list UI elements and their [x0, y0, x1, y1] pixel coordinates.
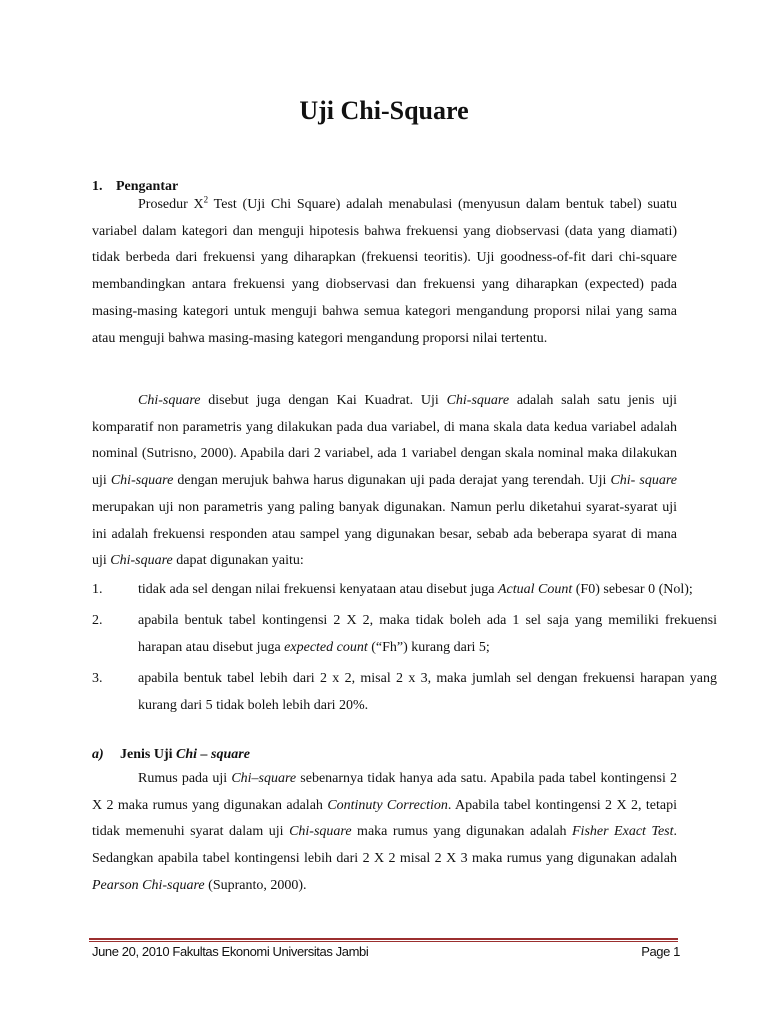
text-run: . Apabila tabel kontingensi 2 X 2, tetapi tidak memenuhi syarat dalam uji	[92, 797, 677, 840]
text-run: adalah salah satu jenis uji komparatif non parametris yang dilakukan pada dua variabel, di mana skala data kedua variabel adalah nominal (Sutrisno, 2000). Apabila dari 2 variabel, ada 1 variabel dengan skala nominal maka dilakukan uji	[92, 393, 677, 489]
italic-term: expected count	[284, 640, 368, 655]
italic-term: Pearson Chi-square	[92, 877, 205, 893]
section-title: Pengantar	[116, 179, 179, 194]
italic-term: Chi – square	[176, 747, 250, 762]
list-item	[92, 576, 717, 603]
italic-term: Chi-square	[110, 553, 173, 569]
list-number: 3.	[92, 671, 103, 686]
italic-term: Chi-square	[138, 393, 201, 408]
list-item	[92, 665, 717, 719]
page-footer	[92, 944, 680, 959]
section-number: 1.	[92, 179, 103, 194]
italic-term: Chi-square	[110, 473, 174, 489]
italic-term: Chi-square	[289, 824, 352, 840]
italic-term: Chi-square	[446, 393, 510, 408]
text-run: dengan merujuk bahwa harus digunakan uji pada derajat yang terendah. Uji	[173, 473, 611, 489]
subsection-letter: a)	[92, 747, 104, 762]
text-run: sebenarnya tidak hanya ada satu. Apabila pada tabel kontingensi 2 X 2 maka rumus yang digunakan adalah	[92, 771, 677, 813]
list-number: 2.	[92, 613, 103, 628]
italic-term: Chi- square	[610, 473, 677, 489]
superscript: 2	[203, 194, 209, 205]
footer-divider	[89, 938, 678, 940]
list-number: 1.	[92, 582, 103, 597]
text-run: . Sedangkan apabila tabel kontingensi lebih dari 2 X 2 misal 2 X 3 maka rumus yang digunakan adalah	[92, 824, 677, 867]
text-run: apabila bentuk tabel lebih dari 2 x 2, misal 2 x 3, maka jumlah sel dengan frekuensi harapan yang kurang dari 5 tidak boleh lebih dari 20%.	[138, 671, 717, 713]
subsection-heading	[92, 747, 250, 763]
page-title: Uji Chi-Square	[299, 96, 469, 125]
text-run: Jenis Uji	[120, 747, 176, 762]
text-run: Test (Uji Chi Square) adalah menabulasi (menyusun dalam bentuk tabel) suatu variabel dalam kategori dan menguji hipotesis bahwa frekuensi yang diobservasi (data yang diamati) tidak berbeda dari frekuensi yang diharapkan (frekuensi teoritis). Uji goodness-of-fit dari chi-square membandingkan antara frekuensi yang diobservasi dan frekuensi yang diharapkan (expected) pada masing-masing kategori untuk menguji bahwa semua kategori mengandung proporsi nilai yang sama atau menguji bahwa masing-masing kategori mengandung proporsi nilai tertentu.	[92, 197, 677, 346]
text-run: Prosedur X	[138, 197, 204, 212]
text-run: (“Fh”) kurang dari 5;	[367, 640, 490, 655]
paragraph-chi-square-definition	[92, 388, 677, 575]
requirements-list	[92, 576, 717, 723]
text-run: (F0) sebesar 0 (Nol);	[572, 582, 693, 597]
italic-term: Chi–square	[231, 771, 297, 786]
page-number: Page 1	[641, 944, 680, 959]
italic-term: Actual Count	[497, 582, 573, 597]
text-run: (Supranto, 2000).	[204, 877, 307, 893]
text-run: disebut juga dengan Kai Kuadrat. Uji	[200, 393, 447, 408]
paragraph-intro	[92, 192, 677, 352]
text-run: merupakan uji non parametris yang paling banyak digunakan. Namun perlu diketahui syarat-syarat uji ini adalah frekuensi responden atau sampel yang digunakan besar, sebab ada beberapa syarat di mana uji	[92, 499, 677, 569]
paragraph-chi-square-types	[92, 766, 677, 900]
footer-divider-thin	[89, 941, 678, 942]
text-run: dapat digunakan yaitu:	[172, 553, 304, 569]
italic-term: Fisher Exact Test	[572, 824, 674, 840]
text-run: apabila bentuk tabel kontingensi 2 X 2, maka tidak boleh ada 1 sel saja yang memiliki frekuensi harapan atau disebut juga	[138, 613, 717, 655]
footer-date-institution: June 20, 2010 Fakultas Ekonomi Universitas Jambi	[92, 944, 369, 959]
text-run: tidak ada sel dengan nilai frekuensi kenyataan atau disebut juga	[138, 582, 498, 597]
italic-term: Continuty Correction	[327, 797, 448, 813]
text-run: maka rumus yang digunakan adalah	[351, 824, 572, 840]
list-item	[92, 607, 717, 661]
text-run: Rumus pada uji	[138, 771, 232, 786]
